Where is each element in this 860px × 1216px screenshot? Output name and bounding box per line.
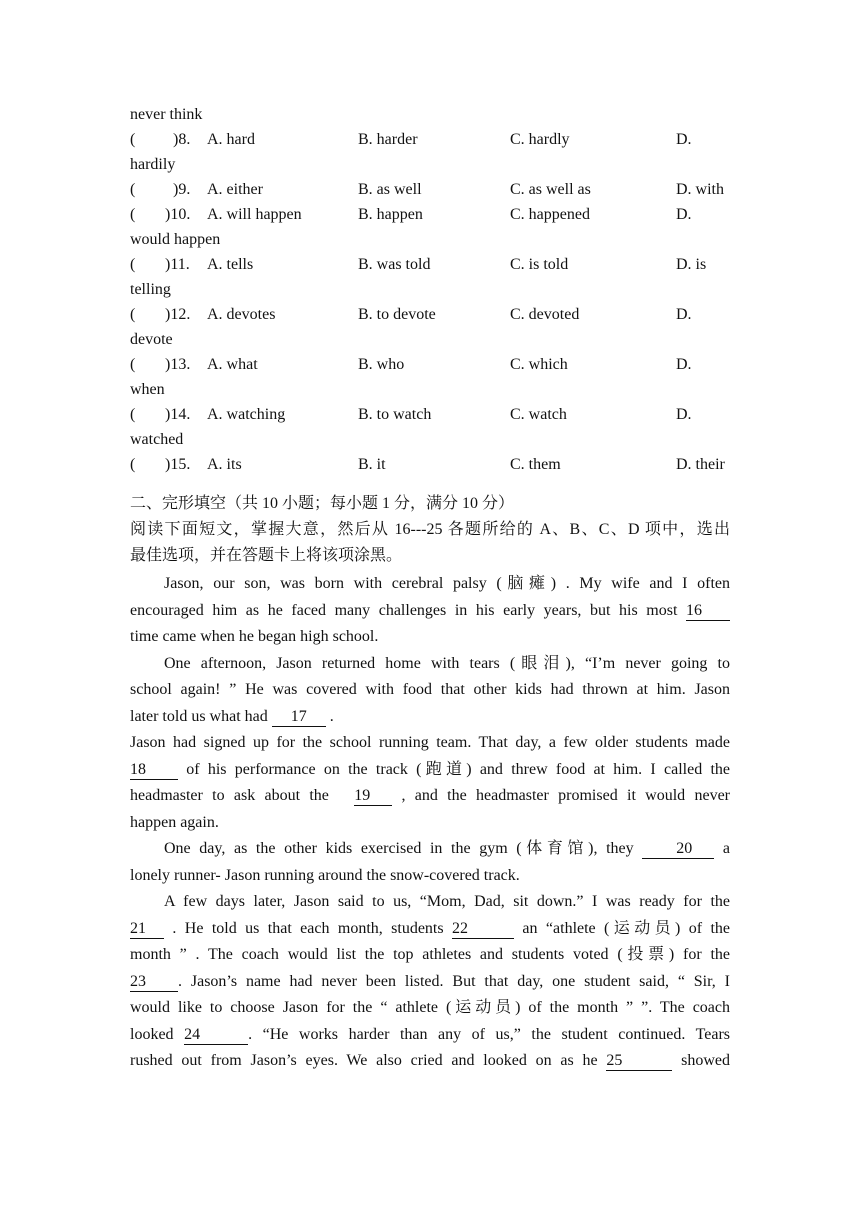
blank-19[interactable]: 19 [354, 787, 392, 806]
option-c[interactable]: C. is told [510, 256, 569, 273]
option-a[interactable]: A. hard [207, 131, 255, 148]
option-b[interactable]: B. happen [358, 206, 423, 223]
question-row [130, 177, 730, 202]
question-row [130, 127, 730, 152]
paragraph-line: happen again. [130, 813, 219, 831]
question-number: )11. [165, 256, 190, 273]
question-number: )8. [173, 131, 191, 148]
paragraph-line: 18 of his performance on the track (跑道) and threw food at him. I called the [130, 760, 730, 778]
section-title: 二、完形填空（共 10 小题；每小题 1 分，满分 10 分） [130, 495, 515, 512]
option-b[interactable]: B. it [358, 456, 386, 473]
option-d[interactable]: D. [676, 131, 692, 148]
question-list [130, 127, 730, 477]
option-a[interactable]: A. what [207, 356, 258, 373]
option-b[interactable]: B. was told [358, 256, 431, 273]
paragraph-line: would like to choose Jason for the “ athlete (运动员) of the month ” ”. The coach [130, 999, 730, 1016]
answer-paren[interactable]: ( [130, 131, 136, 148]
answer-paren[interactable]: ( [130, 181, 136, 198]
paragraph-line: looked 24 . “He works harder than any of us,” the student continued. Tears [130, 1025, 731, 1043]
blank-18[interactable]: 18 [130, 761, 178, 780]
paragraph-line: 23 . Jason’s name had never been listed. But that day, one student said, “ Sir, I [130, 972, 730, 990]
option-continuation: when [130, 381, 165, 398]
question-number: )12. [165, 306, 191, 323]
option-d[interactable]: D. is [676, 256, 707, 273]
paragraph-line: time came when he began high school. [130, 628, 379, 645]
option-continuation: would happen [130, 231, 221, 248]
option-a[interactable]: A. tells [207, 256, 254, 273]
option-b[interactable]: B. as well [358, 181, 422, 198]
blank-16[interactable]: 16 [686, 602, 730, 621]
option-c[interactable]: C. hardly [510, 131, 570, 148]
paragraph-line: month ” . The coach would list the top athletes and students voted (投票) for the [130, 946, 730, 963]
passage [130, 571, 730, 1075]
continuation-line: never think [130, 106, 203, 123]
paragraph-line: Jason, our son, was born with cerebral palsy (脑瘫) . My wife and I often [164, 575, 730, 592]
question-number: )13. [165, 356, 191, 373]
option-d[interactable]: D. with [676, 181, 724, 198]
option-d[interactable]: D. [676, 306, 692, 323]
blank-22[interactable]: 22 [452, 920, 514, 939]
answer-paren[interactable]: ( [130, 256, 136, 273]
answer-paren[interactable]: ( [130, 206, 136, 223]
option-b[interactable]: B. harder [358, 131, 418, 148]
question-row [130, 452, 730, 477]
question-row [130, 302, 730, 327]
paragraph-line: A few days later, Jason said to us, “Mom, Dad, sit down.” I was ready for the [164, 893, 730, 910]
blank-23[interactable]: 23 [130, 973, 178, 992]
option-a[interactable]: A. watching [207, 406, 286, 423]
question-number: )14. [165, 406, 191, 423]
question-row [130, 352, 730, 377]
option-a[interactable]: A. will happen [207, 206, 302, 223]
option-c[interactable]: C. devoted [510, 306, 580, 323]
section-two [130, 491, 730, 569]
option-continuation: telling [130, 281, 171, 298]
blank-20[interactable]: 20 [642, 840, 714, 859]
blank-24[interactable]: 24 [184, 1026, 248, 1045]
instructions-line-1: 阅读下面短文，掌握大意，然后从 16---25 各题所给的 A、B、C、D 项中，选出 [130, 521, 730, 538]
paragraph-line: rushed out from Jason’s eyes. We also cried and looked on as he 25 showed [130, 1052, 730, 1069]
question-number: )15. [165, 456, 191, 473]
question-row [130, 252, 730, 277]
blank-21[interactable]: 21 [130, 920, 164, 939]
blank-17[interactable]: 17 [272, 708, 326, 727]
blank-25[interactable]: 25 [606, 1052, 672, 1071]
option-continuation: watched [130, 431, 184, 448]
option-c[interactable]: C. which [510, 356, 568, 373]
option-continuation: devote [130, 331, 173, 348]
exam-page [130, 102, 730, 1075]
paragraph-line: Jason had signed up for the school running team. That day, a few older students made [130, 734, 730, 751]
question-number: )10. [165, 206, 191, 223]
paragraph-line: 21 . He told us that each month, students 22 an “athlete (运动员) of the [130, 919, 730, 937]
option-d[interactable]: D. [676, 356, 692, 373]
option-c[interactable]: C. happened [510, 206, 590, 223]
paragraph-line: encouraged him as he faced many challenges in his early years, but his most 16 [130, 598, 730, 625]
answer-paren[interactable]: ( [130, 356, 136, 373]
option-continuation: hardily [130, 156, 176, 173]
option-c[interactable]: C. them [510, 456, 561, 473]
paragraph-line: school again! ” He was covered with food that other kids had thrown at him. Jason [130, 681, 730, 698]
option-a[interactable]: A. either [207, 181, 263, 198]
answer-paren[interactable]: ( [130, 306, 136, 323]
instructions-line-2: 最佳选项，并在答题卡上将该项涂黑。 [130, 547, 403, 564]
answer-paren[interactable]: ( [130, 406, 136, 423]
paragraph-line: later told us what had 17 . [130, 707, 334, 725]
question-row [130, 202, 730, 227]
option-d[interactable]: D. their [676, 456, 725, 473]
option-b[interactable]: B. who [358, 356, 405, 373]
option-b[interactable]: B. to watch [358, 406, 432, 423]
option-a[interactable]: A. its [207, 456, 242, 473]
question-number: )9. [173, 181, 191, 198]
paragraph-line: headmaster to ask about the 19 , and the headmaster promised it would never [130, 787, 731, 804]
option-a[interactable]: A. devotes [207, 306, 276, 323]
question-row [130, 402, 730, 427]
option-d[interactable]: D. [676, 406, 692, 423]
option-c[interactable]: C. watch [510, 406, 567, 423]
paragraph-line: One afternoon, Jason returned home with tears (眼泪), “I’m never going to [164, 654, 730, 672]
paragraph-line: lonely runner- Jason running around the snow-covered track. [130, 866, 520, 884]
option-b[interactable]: B. to devote [358, 306, 436, 323]
option-c[interactable]: C. as well as [510, 181, 591, 198]
answer-paren[interactable]: ( [130, 456, 136, 473]
option-d[interactable]: D. [676, 206, 692, 223]
paragraph-line: One day, as the other kids exercised in the gym (体育馆), they 20 a [164, 840, 730, 857]
